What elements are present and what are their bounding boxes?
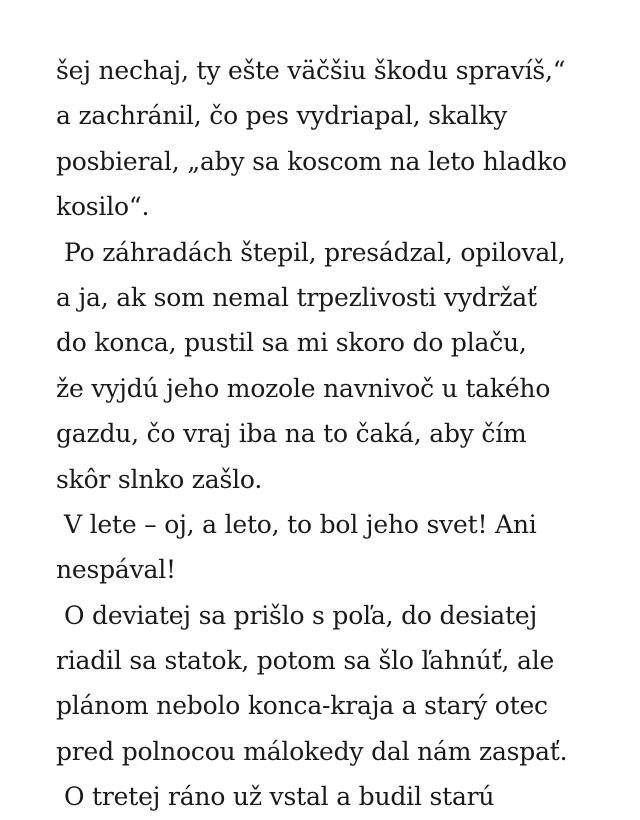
text-line: plánom nebolo konca-kraja a starý otec — [56, 691, 548, 721]
text-line: a zachránil, čo pes vydriapal, skalky — [56, 101, 508, 131]
paragraph-start-line: O tretej ráno už vstal a budil starú — [64, 782, 495, 812]
text-line: nespával! — [56, 555, 176, 585]
text-line: a ja, ak som nemal trpezlivosti vydržať — [56, 282, 537, 312]
paragraph-start-line: V lete – oj, a leto, to bol jeho svet! Ani — [64, 509, 537, 539]
text-line: že vyjdú jeho mozole navnivoč u takého — [56, 373, 551, 403]
text-line: šej nechaj, ty ešte väčšiu škodu spravíš,“ — [56, 56, 566, 85]
text-line: posbieral, „aby sa koscom na leto hladko — [56, 146, 567, 176]
text-line: gazdu, čo vraj iba na to čaká, aby čím — [56, 419, 527, 449]
text-line: do konca, pustil sa mi skoro do plaču, — [56, 328, 527, 358]
text-line: skôr slnko zašlo. — [56, 464, 263, 494]
text-line: pred polnocou málokedy dal nám zaspať. — [56, 736, 568, 766]
page-text — [56, 48, 616, 820]
paragraph-start-line: O deviatej sa prišlo s poľa, do desiatej — [64, 600, 538, 630]
text-line: riadil sa statok, potom sa šlo ľahnúť, ale — [56, 646, 555, 676]
text-line: kosilo“. — [56, 192, 150, 222]
paragraph-start-line: Po záhradách štepil, presádzal, opiloval, — [64, 237, 566, 267]
